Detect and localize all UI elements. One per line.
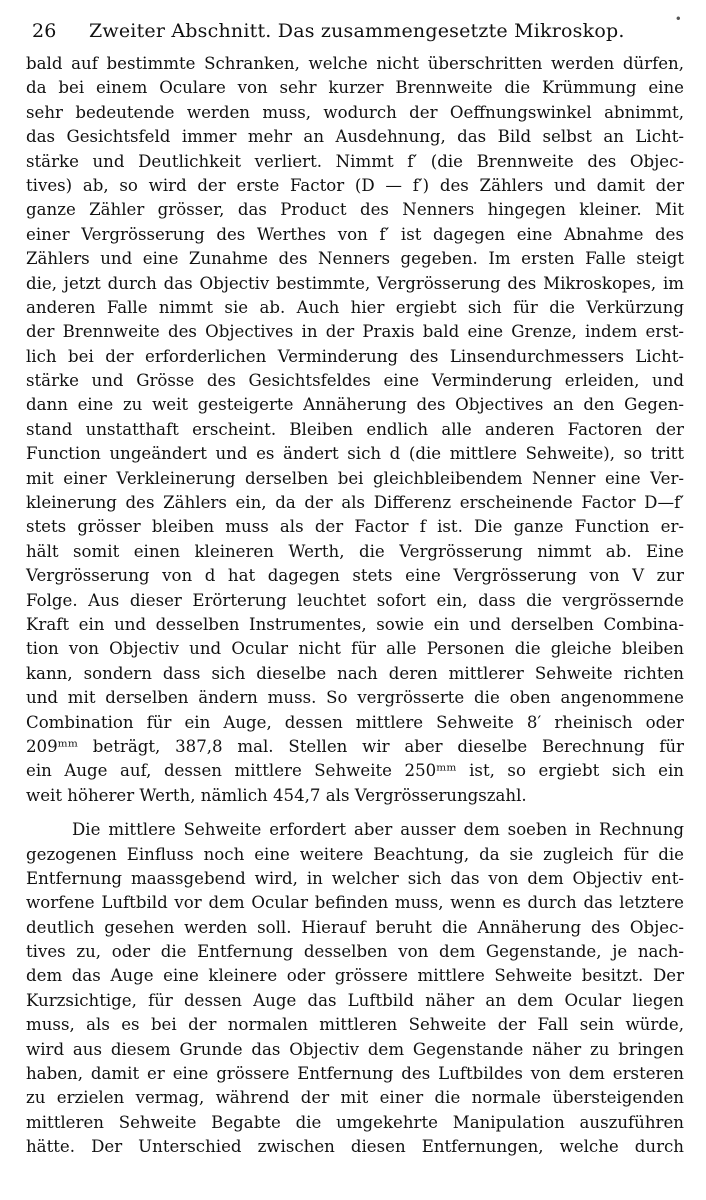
text-line: hält somit einen kleineren Werth, die Vergrösserung nimmt ab. Eine <box>26 541 684 561</box>
text-line: bald auf bestimmte Schranken, welche nicht überschritten werden dürfen, <box>26 54 684 73</box>
text-line: mit einer Verkleinerung derselben bei gleichbleibendem Nenner eine Ver- <box>26 468 684 488</box>
text-line: lich bei der erforderlichen Verminderung des Linsendurchmessers Licht- <box>26 346 684 366</box>
text-line: stand unstatthaft erscheint. Bleiben endlich alle anderen Factoren der <box>26 419 684 439</box>
text-line: tives) ab, so wird der erste Factor (D — f′) des Zählers und damit der <box>26 175 684 195</box>
text-line: 209ᵐᵐ beträgt, 387,8 mal. Stellen wir aber dieselbe Berechnung für <box>26 736 684 756</box>
text-line: haben, damit er eine grössere Entfernung des Luftbildes von dem ersteren <box>26 1064 684 1084</box>
text-line: muss, als es bei der normalen mittleren Sehweite der Fall sein würde, <box>26 1015 684 1035</box>
text-line: stärke und Grösse des Gesichtsfeldes eine Verminderung erleiden, und <box>26 371 684 391</box>
text-line: und mit derselben ändern muss. So vergrösserte die oben angenommene <box>26 688 684 708</box>
page-number: 26 <box>32 20 57 42</box>
text-line: da bei einem Oculare von sehr kurzer Brennweite die Krümmung eine <box>26 78 684 98</box>
print-speck: • <box>674 12 682 26</box>
text-line: Entfernung maassgebend wird, in welcher sich das von dem Objectiv ent- <box>26 868 684 888</box>
text-line: kann, sondern dass sich dieselbe nach deren mittlerer Sehweite richten <box>26 663 684 683</box>
text-line: weit höherer Werth, nämlich 454,7 als Vergrösserungszahl. <box>26 785 527 805</box>
paragraph-1 <box>26 52 684 808</box>
text-line: Combination für ein Auge, dessen mittlere Sehweite 8′ rheinisch oder <box>26 712 684 732</box>
text-line: ganze Zähler grösser, das Product des Nenners hingegen kleiner. Mit <box>26 200 684 220</box>
text-line: die, jetzt durch das Objectiv bestimmte, Vergrösserung des Mikroskopes, im <box>26 273 684 293</box>
text-line: stets grösser bleiben muss als der Factor f ist. Die ganze Function er- <box>26 517 684 537</box>
text-line: Kurzsichtige, für dessen Auge das Luftbild näher an dem Ocular liegen <box>26 990 684 1010</box>
text-line: dem das Auge eine kleinere oder grössere mittlere Sehweite besitzt. Der <box>26 966 684 986</box>
text-line: sehr bedeutende werden muss, wodurch der Oeffnungswinkel abnimmt, <box>26 102 684 122</box>
text-line: zu erzielen vermag, während der mit einer die normale übersteigenden <box>26 1088 684 1108</box>
text-line: Die mittlere Sehweite erfordert aber ausser dem soeben in Rechnung <box>72 820 684 840</box>
text-line: worfene Luftbild vor dem Ocular befinden muss, wenn es durch das letztere <box>26 893 684 913</box>
paragraph-2 <box>26 818 684 1159</box>
running-head <box>26 12 684 50</box>
text-line: tion von Objectiv und Ocular nicht für alle Personen die gleiche bleiben <box>26 639 684 659</box>
text-line: tives zu, oder die Entfernung desselben von dem Gegenstande, je nach- <box>26 942 684 962</box>
text-line: Vergrösserung von d hat dagegen stets eine Vergrösserung von V zur <box>26 566 684 586</box>
text-line: ein Auge auf, dessen mittlere Sehweite 250ᵐᵐ ist, so ergiebt sich ein <box>26 761 684 781</box>
text-line: das Gesichtsfeld immer mehr an Ausdehnung, das Bild selbst an Licht- <box>26 127 684 147</box>
text-line: Function ungeändert und es ändert sich d (die mittlere Sehweite), so tritt <box>26 444 684 464</box>
text-line: Folge. Aus dieser Erörterung leuchtet sofort ein, dass die vergrössernde <box>26 590 684 610</box>
text-line: Zählers und eine Zunahme des Nenners gegeben. Im ersten Falle steigt <box>26 249 684 269</box>
text-line: deutlich gesehen werden soll. Hierauf beruht die Annäherung des Objec- <box>26 917 684 937</box>
text-line: Kraft ein und desselben Instrumentes, sowie ein und derselben Combina- <box>26 614 684 634</box>
text-line: einer Vergrösserung des Werthes von f′ ist dagegen eine Abnahme des <box>26 224 684 244</box>
text-line: gezogenen Einfluss noch eine weitere Beachtung, da sie zugleich für die <box>26 844 684 864</box>
running-title: Zweiter Abschnitt. Das zusammengesetzte Mikroskop. <box>89 20 625 42</box>
text-line: stärke und Deutlichkeit verliert. Nimmt f′ (die Brennweite des Objec- <box>26 151 684 171</box>
text-line: kleinerung des Zählers ein, da der als Differenz erscheinende Factor D—f′ <box>26 493 684 513</box>
book-page <box>26 12 684 1160</box>
text-line: anderen Falle nimmt sie ab. Auch hier ergiebt sich für die Verkürzung <box>26 297 684 317</box>
text-line: der Brennweite des Objectives in der Praxis bald eine Grenze, indem erst- <box>26 322 684 342</box>
text-line: wird aus diesem Grunde das Objectiv dem Gegenstande näher zu bringen <box>26 1039 684 1059</box>
text-line: dann eine zu weit gesteigerte Annäherung des Objectives an den Gegen- <box>26 395 684 415</box>
text-line: mittleren Sehweite Begabte die umgekehrte Manipulation auszuführen <box>26 1112 684 1132</box>
text-line: hätte. Der Unterschied zwischen diesen Entfernungen, welche durch <box>26 1137 684 1157</box>
